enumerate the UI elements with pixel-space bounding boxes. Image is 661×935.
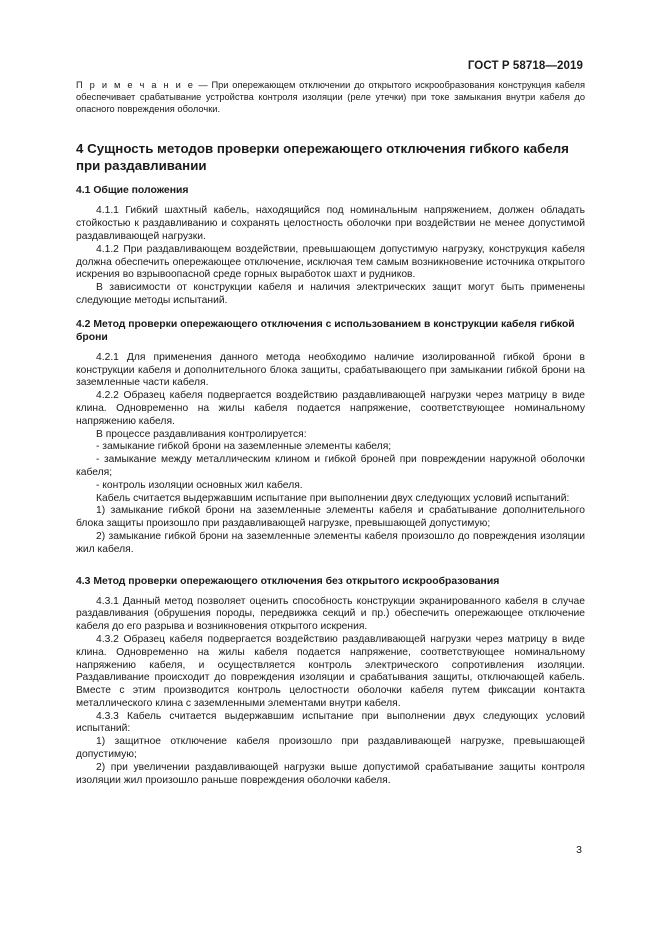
spacer — [76, 557, 585, 565]
paragraph-4-3-1: 4.3.1 Данный метод позволяет оценить способность конструкции экранированного кабеля в случае раздавливания (обрушения породы, передвижка секций и пр.) обеспечить опережающее отключение кабеля до его разрыва и возникновения открытого искрения. — [76, 595, 585, 633]
paragraph-4-2-1: 4.2.1 Для применения данного метода необходимо наличие изолированной гибкой брони в конструкции кабеля и дополнительного блока защиты, срабатывающего при замыкании гибкой брони на заземленные части кабеля. — [76, 351, 585, 389]
paragraph-4-3-2: 4.3.2 Образец кабеля подвергается воздействию раздавливающей нагрузки через матрицу в виде клина. Одновременно на жилы кабеля подается напряжение, соответствующее номинальному напряжению кабеля, и осуществляется контроль электрического сопротивления изоляции. Раздавливание происходит до повреждения изоляции и срабатывания защиты, отключающей кабель. Вместе с этим производится контроль целостности оболочки кабеля путем фиксации контакта металлического клина с заземленными элементами внутри кабеля. — [76, 633, 585, 709]
paragraph-4-1-1: 4.1.1 Гибкий шахтный кабель, находящийся под номинальным напряжением, должен обладать стойкостью к раздавливанию и сохранять целостность оболочки при воздействии не менее допустимой раздавливающей нагрузки. — [76, 205, 585, 242]
page-number: 3 — [576, 844, 582, 856]
section-4-title: 4 Сущность методов проверки опережающего отключения гибкого кабеля при раздавливании — [76, 141, 569, 173]
subsection-4-3-title: 4.3 Метод проверки опережающего отключения без открытого искрообразования — [76, 575, 500, 587]
paragraph-4-1-2: 4.1.2 При раздавливающем воздействии, превышающем допустимую нагрузку, конструкция кабеля должна обеспечить опережающее отключение, исключая тем самым возникновение источника открытого искрения во взрывоопасной среде горных выработок шахт и рудников. — [76, 243, 585, 281]
subsection-4-2-title: 4.2 Метод проверки опережающего отключения с использованием в конструкции кабеля гибкой брони — [76, 318, 575, 343]
subsection-4-1-title: 4.1 Общие положения — [76, 185, 189, 197]
note-paragraph — [76, 80, 585, 115]
paragraph-4-2-conditions: Кабель считается выдержавшим испытание при выполнении двух следующих условий испытаний: — [96, 492, 570, 504]
paragraph-4-3-3: 4.3.3 Кабель считается выдержавшим испытание при выполнении двух следующих условий испытаний: — [76, 710, 585, 735]
paragraph-4-1-methods: В зависимости от конструкции кабеля и наличия электрических защит могут быть применены следующие методы испытаний. — [76, 282, 585, 306]
condition-4-2-1: 1) замыкание гибкой брони на заземленные элементы кабеля и срабатывание дополнительного блока защиты произошло при раздавливающей нагрузке, превышающей допустимую; — [76, 505, 585, 530]
standard-code: ГОСТ Р 58718—2019 — [467, 60, 583, 72]
condition-4-3-1: 1) защитное отключение кабеля произошло при раздавливающей нагрузке, превышающей допустимую; — [76, 736, 585, 761]
note-label: П р и м е ч а н и е — [76, 80, 195, 90]
condition-4-3-2: 2) при увеличении раздавливающей нагрузки выше допустимой срабатывание защиты контроля изоляции жил произошло раньше повреждения оболочки кабеля. — [76, 761, 585, 786]
note-text: — При опережающем отключении до открытого искрообразования конструкция кабеля обеспечивает срабатывание устройства контроля изоляции (реле утечки) при токе замыкания внутри кабеля до опасного повреждения оболочки. — [76, 80, 585, 114]
paragraph-4-2-2: 4.2.2 Образец кабеля подвергается воздействию раздавливающей нагрузки через матрицу в виде клина. Одновременно на жилы кабеля подается напряжение, соответствующее номинальному напряжению кабеля. — [76, 390, 585, 427]
list-item-4-2-b: - замыкание между металлическим клином и гибкой броней при повреждении наружной оболочки кабеля; — [76, 454, 585, 478]
page-content — [76, 80, 585, 787]
condition-4-2-2: 2) замыкание гибкой брони на заземленные элементы кабеля произошло до повреждения изоляции жил кабеля. — [76, 530, 585, 555]
list-item-4-2-c: - контроль изоляции основных жил кабеля. — [96, 479, 303, 491]
paragraph-4-2-control: В процессе раздавливания контролируется: — [96, 428, 307, 440]
list-item-4-2-a: - замыкание гибкой брони на заземленные элементы кабеля; — [96, 441, 392, 453]
